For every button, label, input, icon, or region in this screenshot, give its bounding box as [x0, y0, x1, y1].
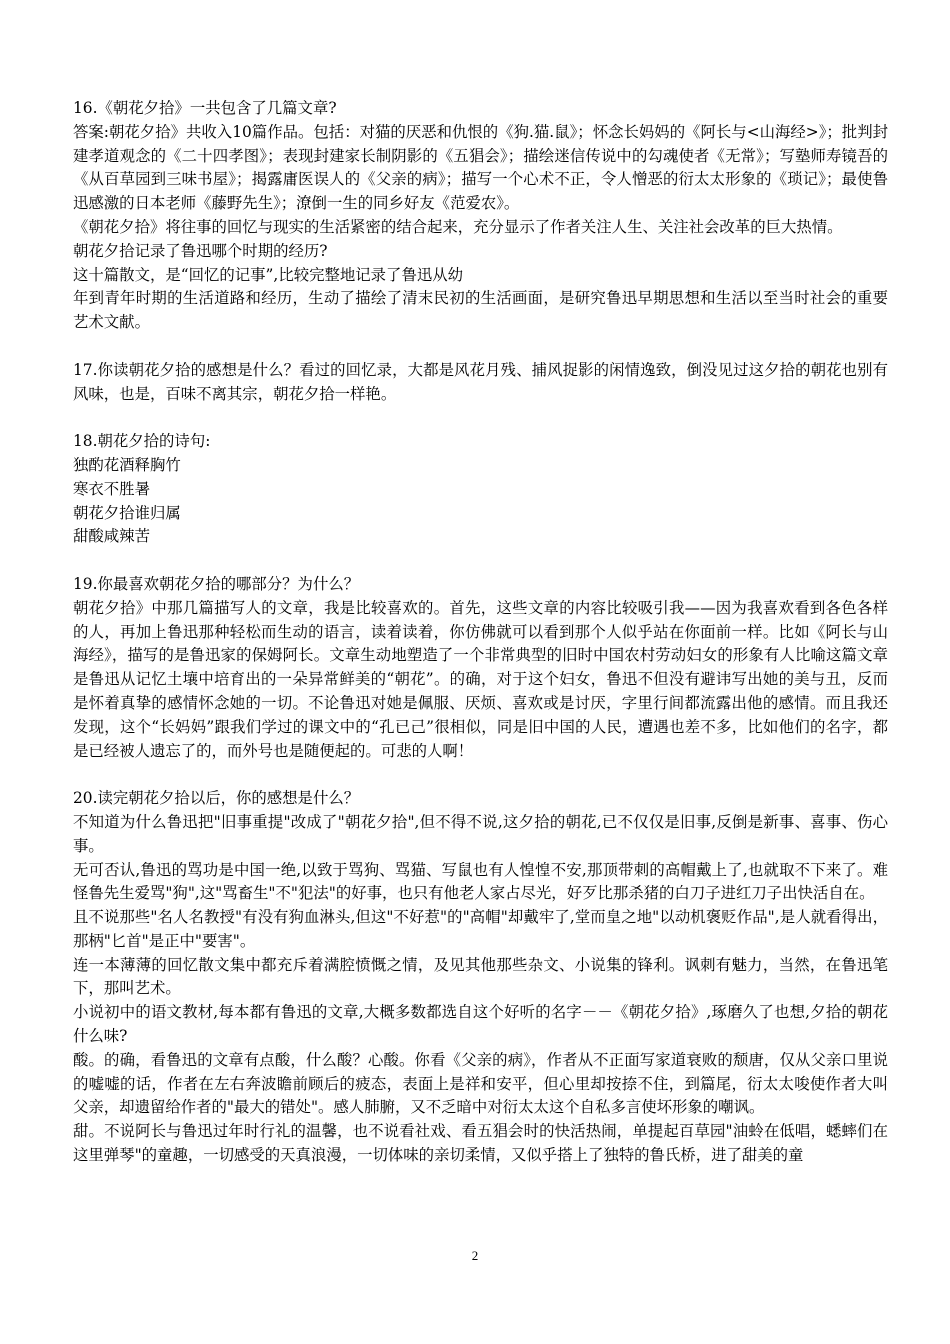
document-body — [73, 97, 888, 1168]
page-number: 2 — [471, 1248, 479, 1263]
paragraph: 朝花夕拾记录了鲁迅哪个时期的经历? — [73, 241, 328, 260]
poem-line: 朝花夕拾谁归属 — [73, 503, 181, 522]
question-19-section — [73, 573, 888, 763]
blank-line — [73, 406, 888, 430]
paragraph: 17.你读朝花夕拾的感想是什么？看过的回忆录，大都是风花月残、捕风捉影的闲情逸致，倒没见过这夕拾的朝花也别有风味，也是，百味不离其宗，朝花夕拾一样艳。 — [73, 360, 888, 403]
paragraph: 无可否认,鲁迅的骂功是中国一绝,以致于骂狗、骂猫、写鼠也有人惶惶不安,那顶带刺的高帽戴上了,也就取不下来了。难怪鲁先生爱骂"狗",这"骂畜生"不"犯法"的好事，也只有他老人家占尽光，好歹比那杀猪的白刀子进红刀子出快活自在。 — [73, 860, 888, 903]
blank-line — [73, 335, 888, 359]
question-18-section — [73, 430, 888, 549]
paragraph: 小说初中的语文教材,每本都有鲁迅的文章,大概多数都选自这个好听的名字－－《朝花夕拾》,琢磨久了也想,夕拾的朝花什么味? — [73, 1003, 888, 1046]
poem-line: 甜酸咸辣苦 — [73, 527, 150, 546]
paragraph: 年到青年时期的生活道路和经历，生动了描绘了清末民初的生活画面，是研究鲁迅早期思想和生活以至当时社会的重要艺术文献。 — [73, 289, 888, 332]
poem-line: 独酌花酒释胸竹 — [73, 455, 181, 474]
paragraph: 甜。不说阿长与鲁迅过年时行礼的温馨，也不说看社戏、看五猖会时的快活热闹，单提起百草园"油蛉在低唱，蟋蟀们在这里弹琴"的童趣，一切感受的天真浪漫，一切体味的亲切柔情，又似乎搭上了独特的鲁氏桥，进了甜美的童 — [73, 1122, 888, 1165]
paragraph: 连一本薄薄的回忆散文集中都充斥着满腔愤慨之情，及见其他那些杂文、小说集的锋利。讽刺有魅力，当然，在鲁迅笔下，那叫艺术。 — [73, 955, 888, 998]
paragraph: 不知道为什么鲁迅把"旧事重提"改成了"朝花夕拾",但不得不说,这夕拾的朝花,已不仅仅是旧事,反倒是新事、喜事、伤心事。 — [73, 812, 888, 855]
poem-line: 寒衣不胜暑 — [73, 479, 150, 498]
paragraph: 酸。的确，看鲁迅的文章有点酸，什么酸？心酸。你看《父亲的病》，作者从不正面写家道衰败的颓唐，仅从父亲口里说的嘘嘘的话，作者在左右奔波瞻前顾后的疲态，表面上是祥和安平，但心里却按捺不住，到篇尾，衍太太唆使作者大叫父亲，却遗留给作者的"最大的错处"。感人肺腑，又不乏暗中对衍太太这个自私多言使坏形象的嘲讽。 — [73, 1050, 888, 1117]
paragraph: 朝花夕拾》中那几篇描写人的文章，我是比较喜欢的。首先，这些文章的内容比较吸引我——因为我喜欢看到各色各样的人，再加上鲁迅那种轻松而生动的语言，读着读着，你仿佛就可以看到那个人似乎站在你面前一样。比如《阿长与山海经》，描写的是鲁迅家的保姆阿长。文章生动地塑造了一个非常典型的旧时中国农村劳动妇女的形象有人比喻这篇文章是鲁迅从记忆土壤中培育出的一朵异常鲜美的“朝花”。的确，对于这个妇女，鲁迅不但没有避讳写出她的美与丑，反而是怀着真挚的感情怀念她的一切。不论鲁迅对她是佩服、厌烦、喜欢或是讨厌，字里行间都流露出他的感情。而且我还发现，这个“长妈妈”跟我们学过的课文中的“孔已己”很相似，同是旧中国的人民，遭遇也差不多，比如他们的名字，都是已经被人遗忘了的，而外号也是随便起的。可悲的人啊！ — [73, 598, 888, 760]
question-16-section — [73, 97, 888, 335]
question-18-heading: 18.朝花夕拾的诗句: — [73, 432, 211, 451]
paragraph: 且不说那些"名人名教授"有没有狗血淋头,但这"不好惹"的"高帽"却戴牢了,堂而皇之地"以动机褒贬作品",是人就看得出，那柄"匕首"是正中"要害"。 — [73, 908, 888, 950]
paragraph: 《朝花夕拾》将往事的回忆与现实的生活紧密的结合起来，充分显示了作者关注人生、关注社会改革的巨大热情。 — [73, 217, 843, 236]
question-19-heading: 19.你最喜欢朝花夕拾的哪部分？为什么？ — [73, 574, 360, 593]
paragraph: 答案:朝花夕拾》共收入10篇作品。包括：对猫的厌恶和仇恨的《狗.猫.鼠》；怀念长妈妈的《阿长与<山海经>》；批判封建孝道观念的《二十四孝图》；表现封建家长制阴影的《五猖会》；描绘迷信传说中的勾魂使者《无常》；写塾师寿镜吾的《从百草园到三味书屋》；揭露庸医误人的《父亲的病》；描写一个心术不正，令人憎恶的衍太太形象的《琐记》；最使鲁迅感激的日本老师《藤野先生》；潦倒一生的同乡好友《范爱农》。 — [73, 122, 888, 213]
question-20-heading: 20.读完朝花夕拾以后，你的感想是什么？ — [73, 789, 360, 808]
question-16-heading: 16.《朝花夕拾》一共包含了几篇文章? — [73, 99, 337, 117]
question-17-section — [73, 359, 888, 407]
blank-line — [73, 763, 888, 787]
blank-line — [73, 549, 888, 573]
question-20-section — [73, 787, 888, 1168]
paragraph: 这十篇散文，是“回忆的记事”,比较完整地记录了鲁迅从幼 — [73, 265, 464, 284]
